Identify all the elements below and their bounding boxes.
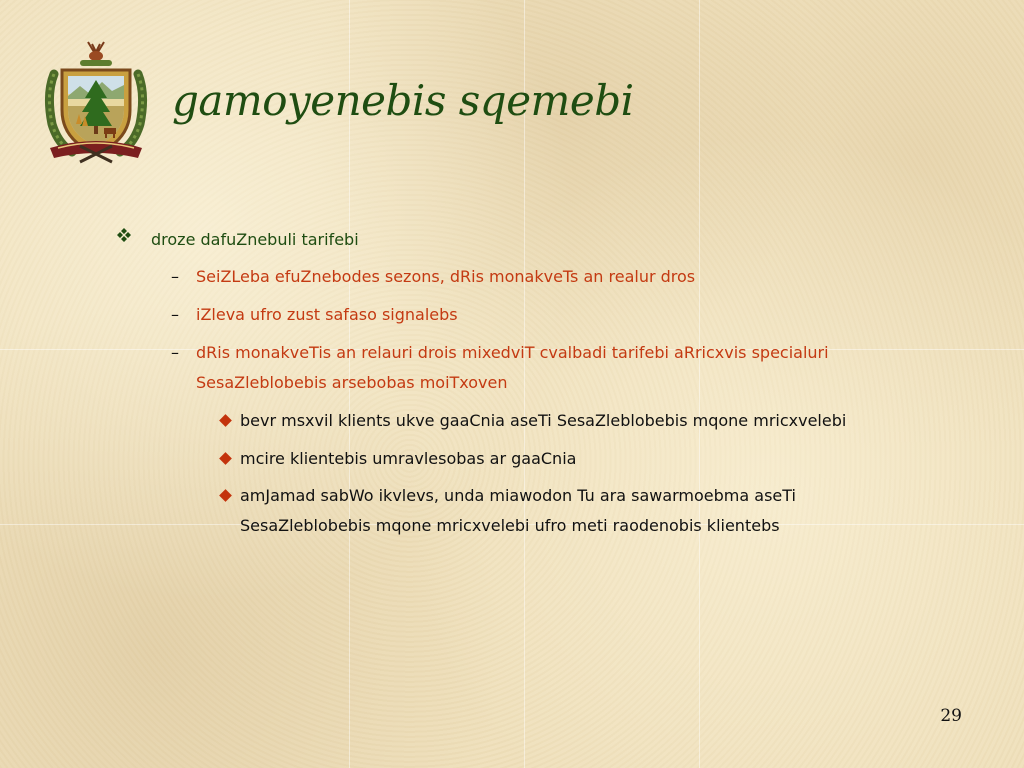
diamond-bullet-icon — [219, 489, 232, 502]
bullet-level2-text: iZleva ufro zust safaso signalebs — [196, 305, 458, 324]
slide-title: gamoyenebis sqemebi — [172, 76, 634, 125]
bullet-level3-text: mcire klientebis umravlesobas ar gaaCnia — [240, 449, 577, 468]
bullet-level2-text: SeiZLeba efuZnebodes sezons, dRis monakveTs an realur dros — [196, 267, 696, 286]
bullet-level1-text: droze dafuZnebuli tarifebi — [151, 230, 359, 249]
dash-bullet: – — [171, 267, 179, 286]
dash-bullet: – — [171, 343, 179, 362]
four-diamond-bullet-icon — [117, 228, 131, 242]
bullet-level3-text: bevr msxvil klients ukve gaaCnia aseTi SesaZleblobebis mqone mricxvelebi — [240, 411, 847, 430]
coat-of-arms-logo — [40, 36, 152, 164]
bullet-level3-text: amJamad sabWo ikvlevs, unda miawodon Tu ara sawarmoebma aseTi — [240, 486, 796, 505]
diamond-bullet-icon — [219, 414, 232, 427]
bullet-level2-text-cont: SesaZleblobebis arsebobas moiTxoven — [196, 373, 508, 392]
dash-bullet: – — [171, 305, 179, 324]
page-number: 29 — [940, 706, 962, 726]
bullet-level2-text: dRis monakveTis an relauri drois mixedviT cvalbadi tarifebi aRricxvis specialuri — [196, 343, 829, 362]
diamond-bullet-icon — [219, 452, 232, 465]
bullet-level3-text-cont: SesaZleblobebis mqone mricxvelebi ufro meti raodenobis klientebs — [240, 516, 780, 535]
